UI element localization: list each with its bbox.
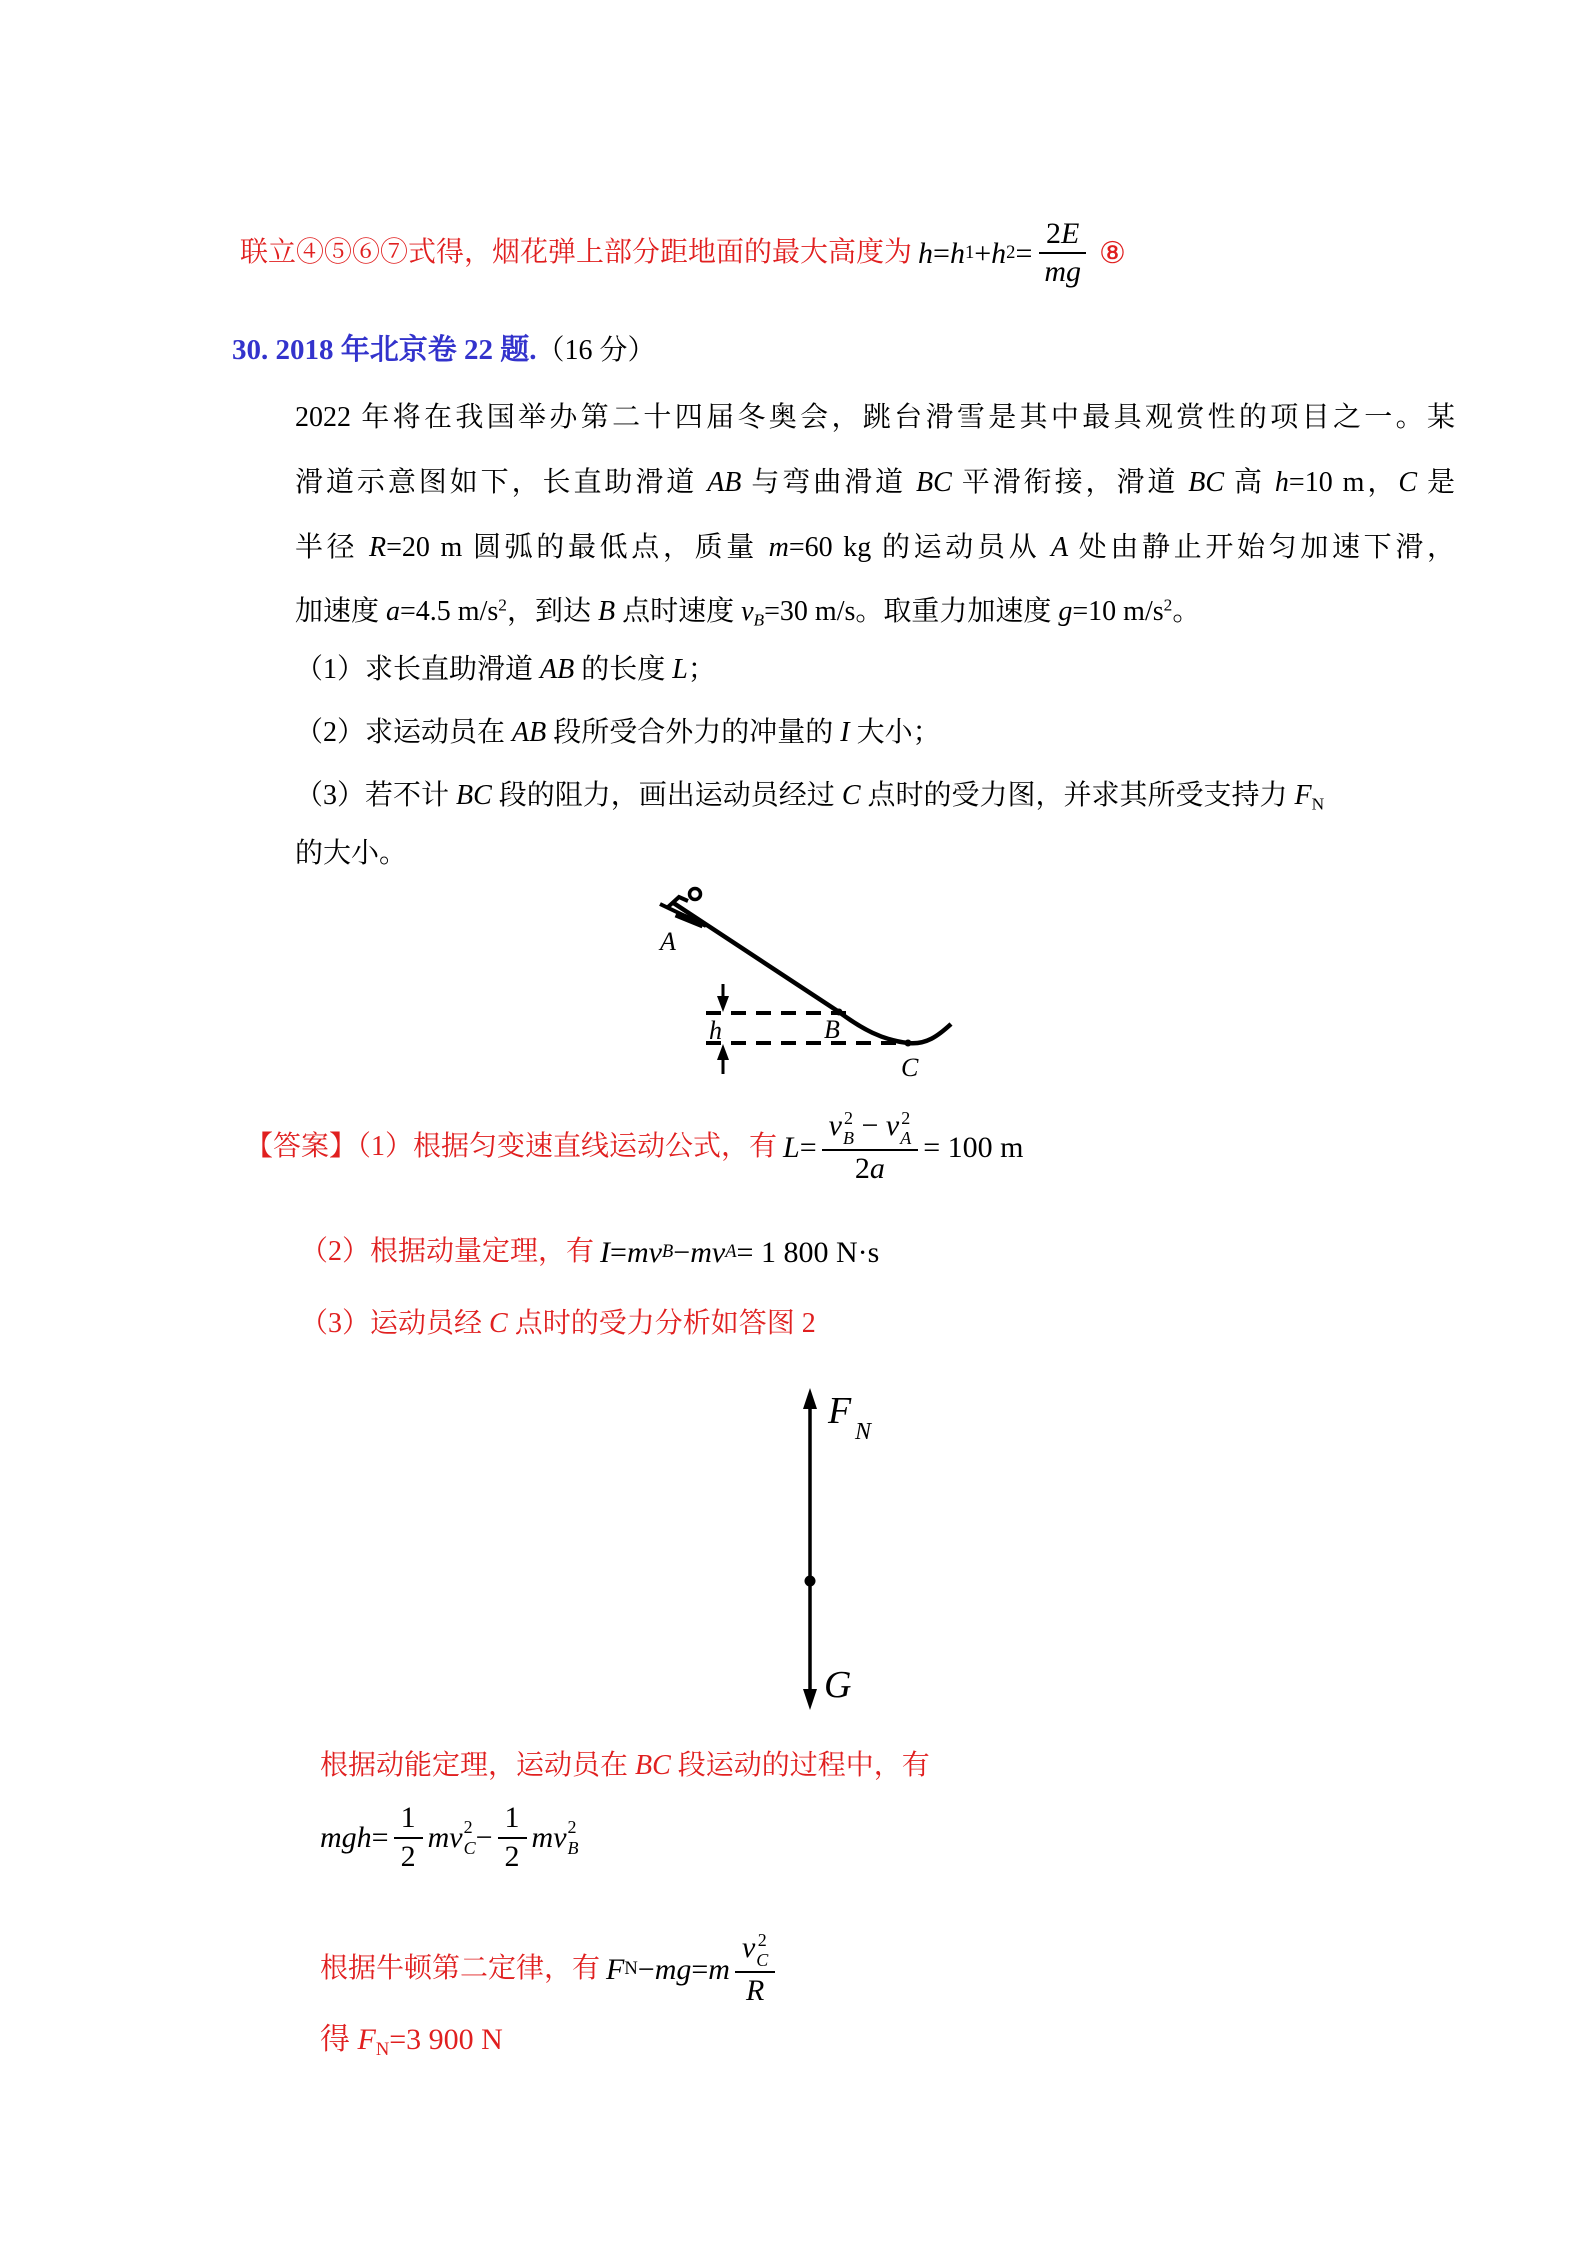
- height-h-label: h: [709, 1016, 722, 1045]
- mgh-formula: mgh = $\frac{1}{2}$ m v 2 C − $\frac{1}{2}$ m v 2 B: [320, 1801, 579, 1873]
- problem-heading-score: （16 分）: [536, 335, 656, 366]
- newton-law-formula: F N − mg = m v 2 C R: [606, 1930, 780, 2009]
- point-C-dot: [905, 1040, 912, 1047]
- question-2: （2）求运动员在 AB 段所受合外力的冲量的 I 大小；: [295, 717, 941, 748]
- normal-force-label: F: [828, 1390, 852, 1432]
- gravity-label: G: [824, 1664, 852, 1706]
- question-3: （3）若不计 BC 段的阻力，画出运动员经过 C 点时的受力图，并求其所受支持力 FN: [295, 780, 1325, 814]
- final-result-line: 得 FN=3 900 N: [320, 2023, 503, 2060]
- problem-heading-title: 30. 2018 年北京卷 22 题.: [232, 334, 537, 366]
- problem-heading: [232, 332, 656, 370]
- point-C-label: C: [901, 1053, 919, 1082]
- prelude-text: 联立④⑤⑥⑦式得，烟花弹上部分距地面的最大高度为: [240, 236, 913, 268]
- newton-law-text: 根据牛顿第二定律，有: [320, 1953, 601, 1985]
- mgh-formula-line: [320, 1795, 579, 1880]
- h-arrow-down-head: [717, 996, 729, 1012]
- kinetic-theorem-line: 根据动能定理，运动员在 BC 段运动的过程中，有: [320, 1750, 930, 1781]
- question-1: （1）求长直助滑道 AB 的长度 L；: [295, 654, 716, 685]
- prelude-formula: h = h 1 + h 2 = $\frac{2E}{mg}$: [918, 217, 1093, 290]
- newton-law-line: [320, 1922, 780, 2017]
- prelude-line: [240, 205, 1126, 301]
- force-diagram-svg: [770, 1385, 970, 1725]
- answer-2-text: （2）根据动量定理，有: [300, 1235, 595, 1267]
- force-diagram-figure: [770, 1385, 970, 1735]
- problem-line-4: 加速度 a=4.5 $m/s^2$，到达 B 点时速度 vB=30 m/s。取重力加速度 g=10 $m/s^2$。: [295, 595, 1201, 630]
- answer-line-2: [300, 1228, 879, 1276]
- ski-slope-svg: [610, 862, 1070, 1097]
- down-arrow-head: [803, 1689, 817, 1710]
- problem-line-3: 半径 R=20 m 圆弧的最低点，质量 m=60 kg 的运动员从 A 处由静止开始匀加速下滑，: [295, 532, 1455, 563]
- answer-1-formula: L = v 2 B − v 2 A 2a = 100 m: [783, 1108, 1024, 1186]
- problem-line-1: 2022 年将在我国举办第二十四届冬奥会，跳台滑雪是其中最具观赏性的项目之一。某: [295, 402, 1455, 433]
- question-3-continued: 的大小。: [295, 838, 408, 869]
- answer-2-formula: I = mv B − mv A = 1 800 N·s: [600, 1235, 880, 1269]
- ski-slope-figure: [610, 862, 1070, 1107]
- normal-force-subscript: N: [855, 1419, 872, 1445]
- answer-1-text: 【答案】（1）根据匀变速直线运动公式，有: [245, 1131, 778, 1163]
- answer-line-1: [245, 1100, 1023, 1195]
- up-arrow-head: [803, 1388, 817, 1409]
- equation-mark-8: ⑧: [1099, 236, 1126, 270]
- answer-line-3: （3）运动员经 C 点时的受力分析如答图 2: [300, 1308, 816, 1339]
- point-B-label: B: [824, 1015, 840, 1044]
- point-A-label: A: [660, 927, 676, 956]
- problem-line-2: 滑道示意图如下，长直助滑道 AB 与弯曲滑道 BC 平滑衔接，滑道 BC 高 h=10 m，C 是: [295, 467, 1455, 498]
- mass-point-dot: [805, 1576, 816, 1587]
- h-arrow-up-head: [717, 1044, 729, 1060]
